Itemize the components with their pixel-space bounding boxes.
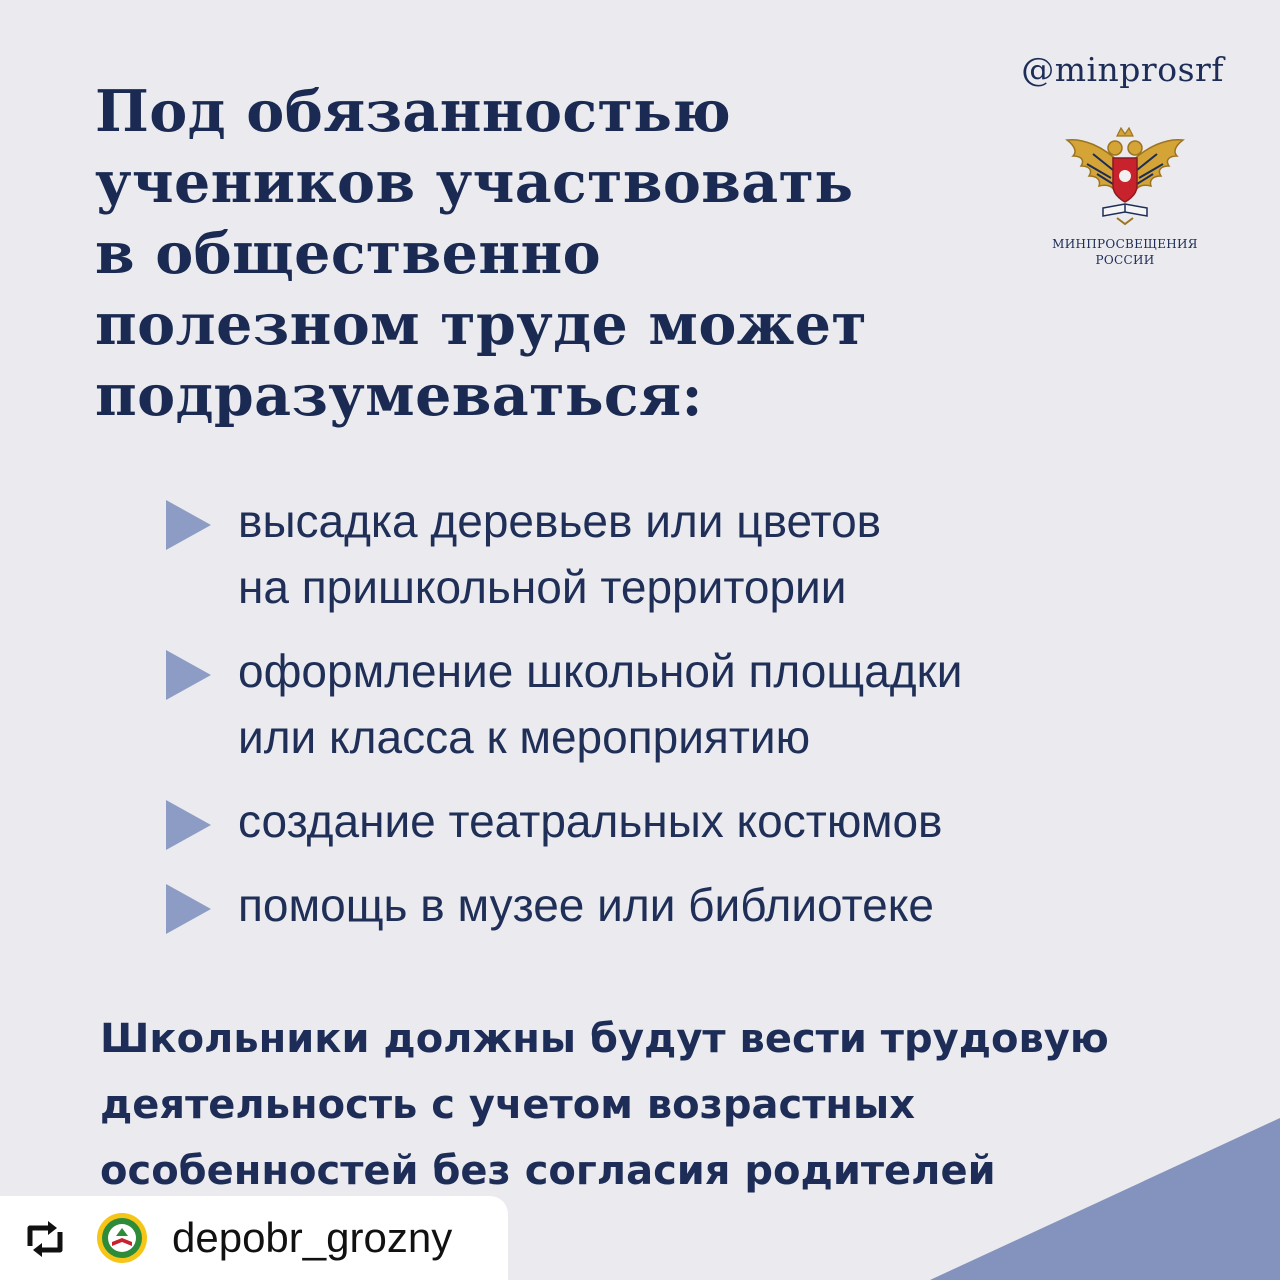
list-item-text: на пришкольной территории <box>238 561 847 613</box>
list-item-text: оформление школьной площадки <box>238 645 963 697</box>
headline-line: учеников участвовать <box>95 149 854 216</box>
list-item-text: высадка деревьев или цветов <box>238 495 882 547</box>
account-handle: @minprosrf <box>1021 50 1224 89</box>
summary-text <box>100 1006 1200 1204</box>
list-item <box>166 638 1166 770</box>
eagle-emblem-icon <box>1063 124 1187 228</box>
repost-icon[interactable] <box>22 1220 68 1258</box>
ministry-emblem <box>1050 124 1200 268</box>
department-logo-icon <box>96 1212 148 1264</box>
list-item-text: помощь в музее или библиотеке <box>238 879 934 931</box>
triangle-arrow-icon <box>166 500 211 550</box>
headline-line: полезном труде может <box>95 291 868 358</box>
list-item <box>166 872 1166 938</box>
list-item-text: создание театральных костюмов <box>238 795 943 847</box>
emblem-caption: МИНПРОСВЕЩЕНИЯ РОССИИ <box>1052 237 1198 267</box>
list-item <box>166 788 1166 854</box>
bullet-list <box>166 488 1166 956</box>
headline-line: Под обязанностью <box>95 78 732 145</box>
triangle-arrow-icon <box>166 800 211 850</box>
headline-line: в общественно <box>95 220 601 287</box>
summary-line: Школьники должны будут вести трудовую <box>100 1016 1109 1062</box>
triangle-arrow-icon <box>166 650 211 700</box>
triangle-arrow-icon <box>166 884 211 934</box>
avatar[interactable] <box>96 1212 148 1264</box>
headline <box>95 76 995 431</box>
summary-line: особенностей без согласия родителей <box>100 1148 996 1194</box>
summary-line: деятельность с учетом возрастных <box>100 1082 915 1128</box>
headline-line: подразумеваться: <box>95 362 703 429</box>
repost-bar[interactable] <box>0 1196 508 1280</box>
repost-username[interactable]: depobr_grozny <box>172 1214 453 1261</box>
list-item <box>166 488 1166 620</box>
list-item-text: или класса к мероприятию <box>238 711 811 763</box>
